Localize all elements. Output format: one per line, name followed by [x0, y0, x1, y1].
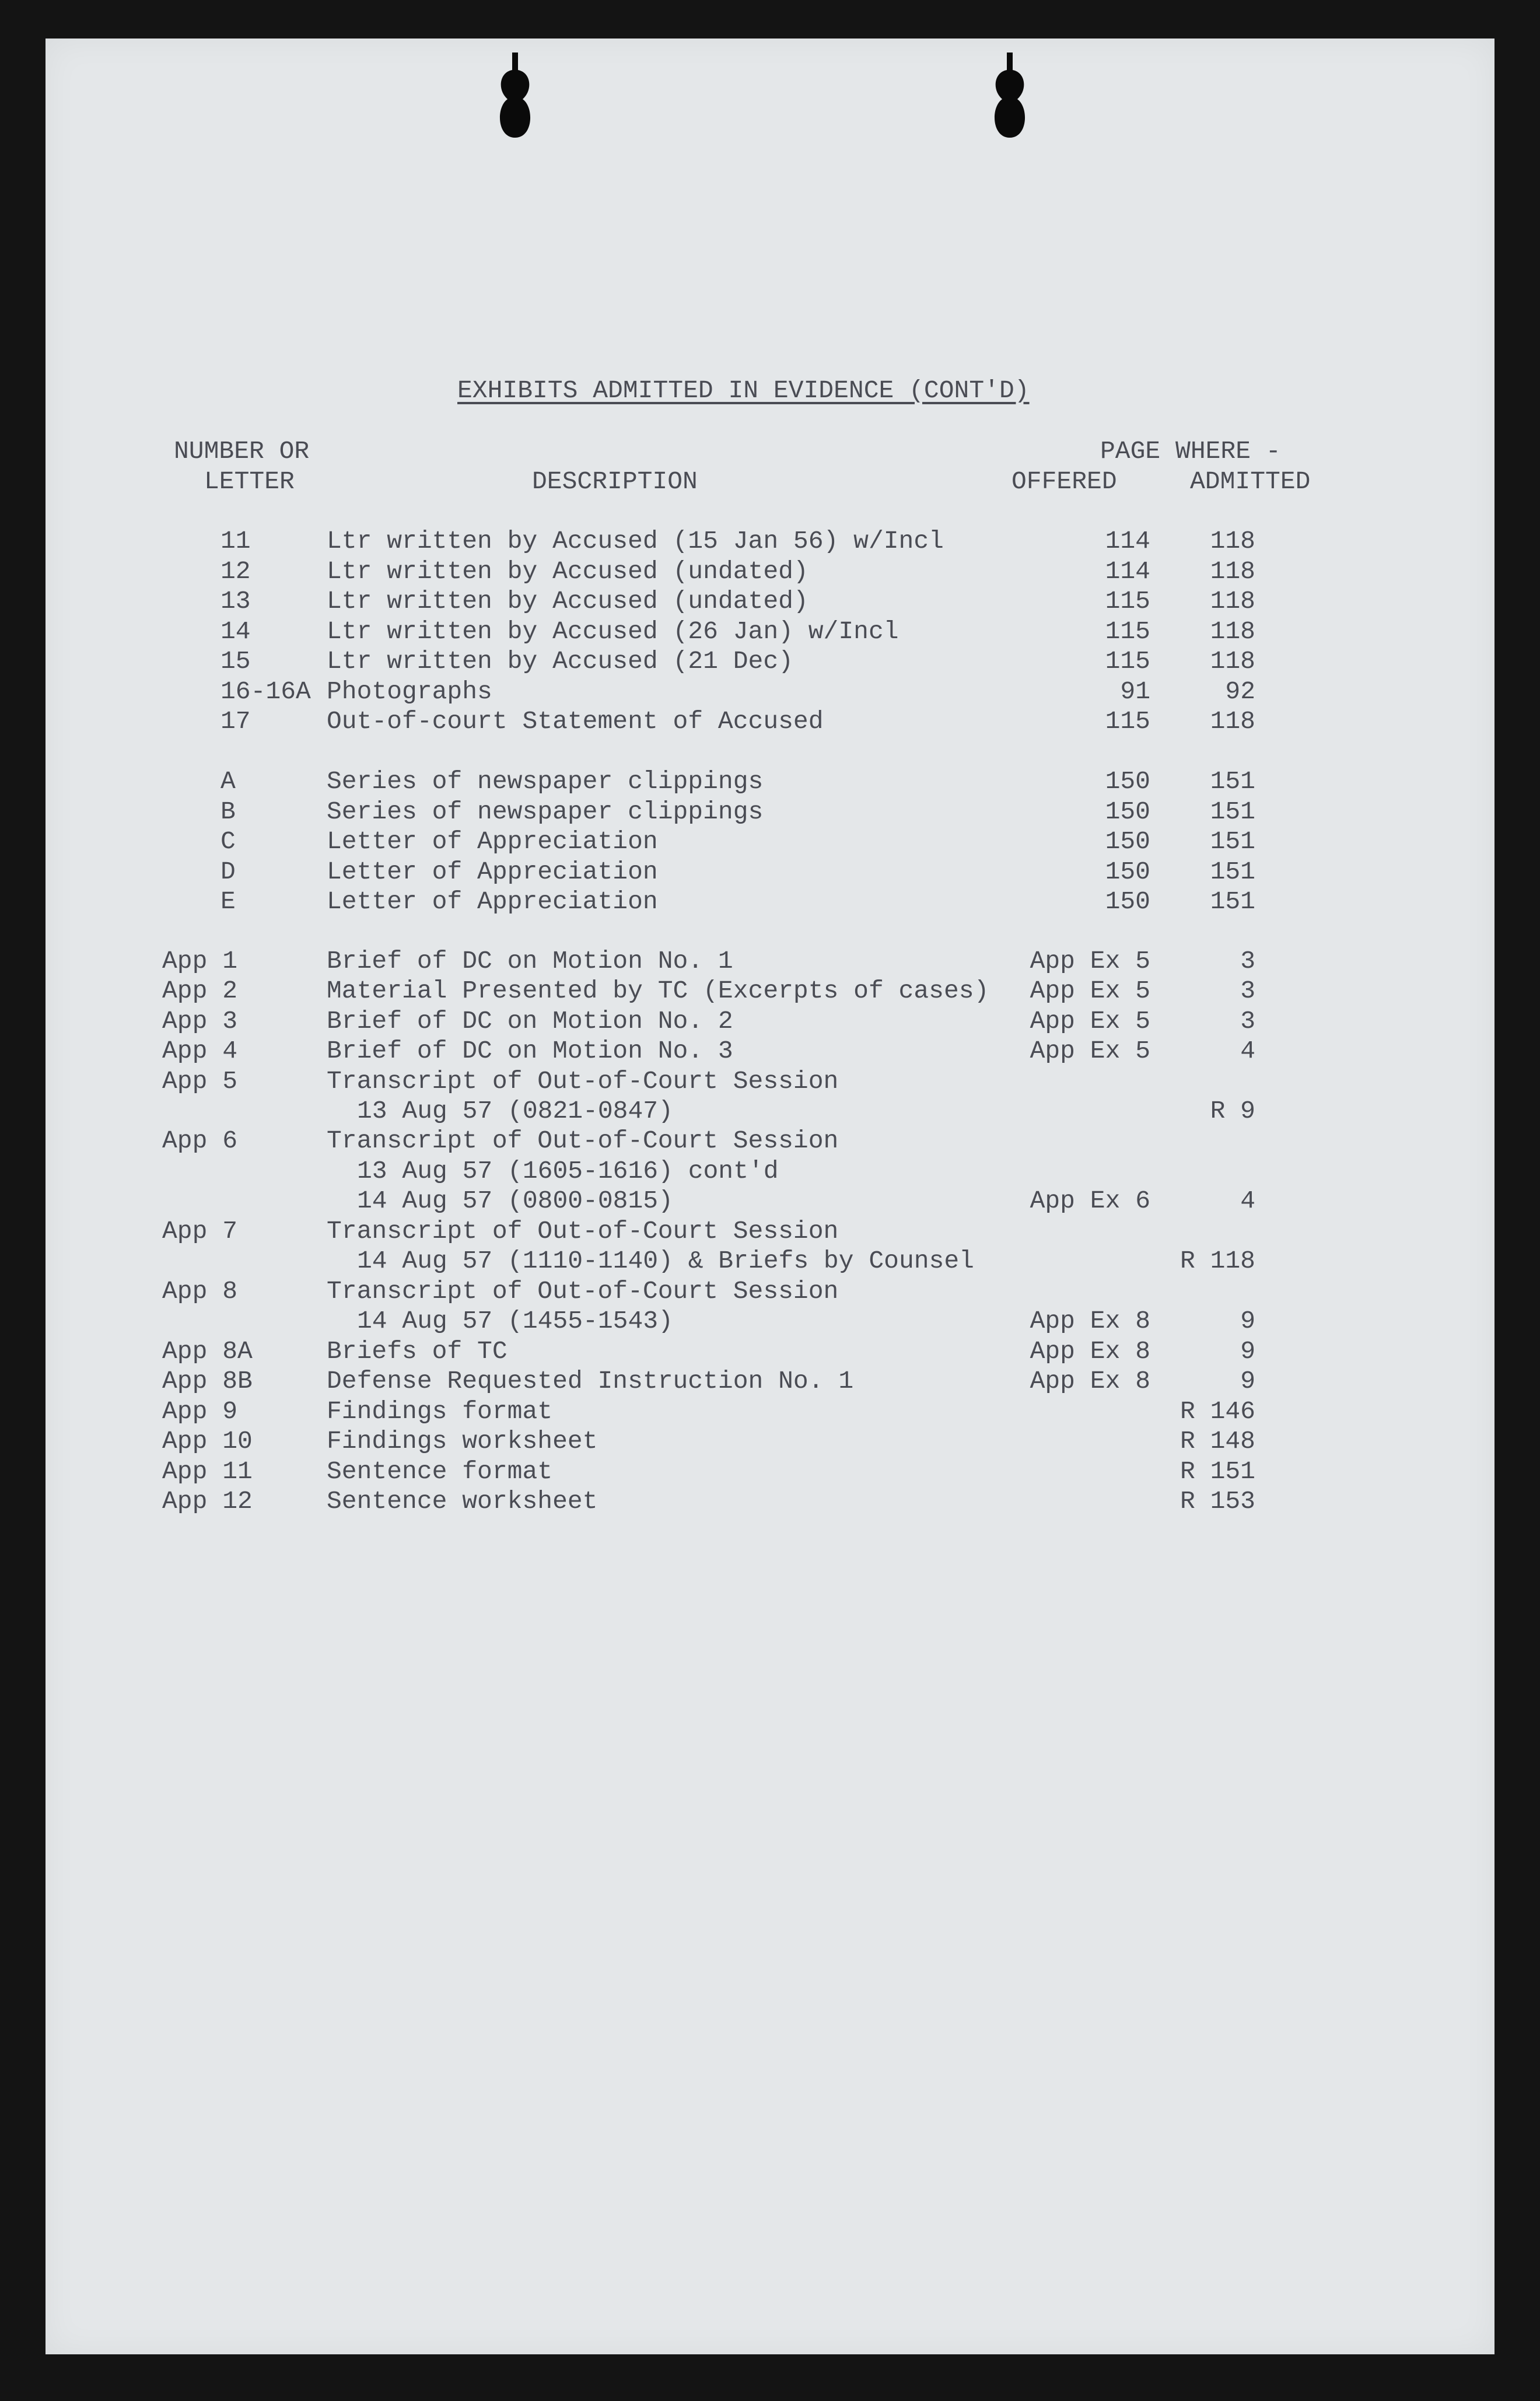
page-admitted: 3: [1240, 1007, 1255, 1035]
page-offered: 150: [1105, 858, 1150, 886]
exhibit-number: App 8: [162, 1277, 238, 1306]
page-offered: 91: [1120, 677, 1150, 706]
exhibit-description: Brief of DC on Motion No. 3: [327, 1037, 733, 1065]
exhibit-number: 13: [220, 587, 251, 615]
exhibit-number: App 8A: [162, 1337, 253, 1366]
exhibit-description: Material Presented by TC (Excerpts of cases): [327, 977, 989, 1005]
header-number-line1: NUMBER OR: [174, 437, 310, 466]
page-admitted: 9: [1240, 1337, 1255, 1366]
page-admitted: 151: [1210, 797, 1255, 826]
punch-hole-right: [989, 52, 1030, 146]
exhibit-number: App 11: [162, 1457, 253, 1486]
page-admitted: 9: [1240, 1367, 1255, 1395]
exhibit-number: D: [220, 858, 236, 886]
page-admitted: 118: [1210, 617, 1255, 646]
exhibit-description: Ltr written by Accused (15 Jan 56) w/Incl: [327, 527, 944, 555]
page-admitted: 118: [1210, 647, 1255, 676]
exhibit-description: Letter of Appreciation: [327, 827, 658, 856]
exhibit-number: 15: [220, 647, 251, 676]
exhibit-description: 13 Aug 57 (1605-1616) cont'd: [357, 1157, 779, 1185]
page-admitted: 151: [1210, 827, 1255, 856]
page-admitted: 4: [1240, 1186, 1255, 1215]
exhibit-description: Findings format: [327, 1397, 553, 1426]
page-offered: 114: [1105, 557, 1150, 586]
header-admitted: ADMITTED: [1190, 467, 1311, 496]
page-admitted: 92: [1225, 677, 1255, 706]
exhibit-description: Sentence format: [327, 1457, 553, 1486]
page-admitted: R 9: [1210, 1097, 1255, 1125]
exhibit-number: App 10: [162, 1427, 253, 1455]
page-admitted: 3: [1240, 977, 1255, 1005]
page-offered: 115: [1105, 587, 1150, 615]
exhibit-description: Transcript of Out-of-Court Session: [327, 1217, 839, 1245]
exhibit-number: App 1: [162, 947, 238, 975]
exhibit-description: Series of newspaper clippings: [327, 767, 764, 796]
page-admitted: 151: [1210, 767, 1255, 796]
exhibit-description: Letter of Appreciation: [327, 887, 658, 916]
page-admitted: 151: [1210, 887, 1255, 916]
page-offered: 114: [1105, 527, 1150, 555]
exhibit-description: Briefs of TC: [327, 1337, 508, 1366]
page-offered: 115: [1105, 707, 1150, 736]
exhibit-number: App 9: [162, 1397, 238, 1426]
page-offered: App Ex 8: [1030, 1367, 1150, 1395]
exhibit-description: Findings worksheet: [327, 1427, 598, 1455]
exhibit-description: 13 Aug 57 (0821-0847): [357, 1097, 673, 1125]
exhibit-number: App 3: [162, 1007, 238, 1035]
punch-hole-left: [495, 52, 536, 146]
exhibit-description: Ltr written by Accused (26 Jan) w/Incl: [327, 617, 899, 646]
exhibit-description: 14 Aug 57 (1455-1543): [357, 1307, 673, 1335]
page-offered: App Ex 8: [1030, 1337, 1150, 1366]
page-offered: App Ex 8: [1030, 1307, 1150, 1335]
exhibit-description: Ltr written by Accused (21 Dec): [327, 647, 793, 676]
exhibit-number: App 4: [162, 1037, 238, 1065]
page-offered: 115: [1105, 647, 1150, 676]
page-admitted: 3: [1240, 947, 1255, 975]
header-number-line2: LETTER: [204, 467, 295, 496]
exhibit-number: App 2: [162, 977, 238, 1005]
page-admitted: 4: [1240, 1037, 1255, 1065]
page-offered: App Ex 5: [1030, 947, 1150, 975]
exhibit-number: E: [220, 887, 236, 916]
page-admitted: 118: [1210, 557, 1255, 586]
page-admitted: 151: [1210, 858, 1255, 886]
exhibit-description: 14 Aug 57 (0800-0815): [357, 1186, 673, 1215]
page-admitted: R 148: [1180, 1427, 1255, 1455]
header-page-where: PAGE WHERE -: [1100, 437, 1281, 466]
exhibit-description: Defense Requested Instruction No. 1: [327, 1367, 854, 1395]
page-admitted: 9: [1240, 1307, 1255, 1335]
header-offered: OFFERED: [1012, 467, 1117, 496]
page-offered: App Ex 5: [1030, 1007, 1150, 1035]
page-offered: 150: [1105, 827, 1150, 856]
exhibit-number: 14: [220, 617, 251, 646]
exhibit-description: Transcript of Out-of-Court Session: [327, 1277, 839, 1306]
exhibit-description: Photographs: [327, 677, 492, 706]
page-admitted: 118: [1210, 527, 1255, 555]
page-offered: 150: [1105, 887, 1150, 916]
exhibit-number: App 6: [162, 1126, 238, 1155]
page-offered: App Ex 5: [1030, 1037, 1150, 1065]
document-title: EXHIBITS ADMITTED IN EVIDENCE (CONT'D): [457, 376, 1030, 405]
exhibit-number: App 12: [162, 1487, 253, 1516]
page-admitted: R 146: [1180, 1397, 1255, 1426]
exhibit-description: Brief of DC on Motion No. 1: [327, 947, 733, 975]
exhibit-number: App 5: [162, 1067, 238, 1096]
exhibit-number: 16-16A: [220, 677, 311, 706]
exhibit-number: 12: [220, 557, 251, 586]
page-admitted: R 153: [1180, 1487, 1255, 1516]
exhibit-number: A: [220, 767, 236, 796]
exhibit-number: 17: [220, 707, 251, 736]
exhibit-number: B: [220, 797, 236, 826]
exhibit-description: Letter of Appreciation: [327, 858, 658, 886]
page-offered: 150: [1105, 797, 1150, 826]
page-admitted: 118: [1210, 587, 1255, 615]
exhibit-description: Ltr written by Accused (undated): [327, 557, 808, 586]
exhibit-description: Transcript of Out-of-Court Session: [327, 1067, 839, 1096]
exhibit-description: Ltr written by Accused (undated): [327, 587, 808, 615]
page-offered: App Ex 5: [1030, 977, 1150, 1005]
exhibit-number: App 7: [162, 1217, 238, 1245]
exhibit-description: Transcript of Out-of-Court Session: [327, 1126, 839, 1155]
exhibit-description: Out-of-court Statement of Accused: [327, 707, 824, 736]
exhibit-description: Brief of DC on Motion No. 2: [327, 1007, 733, 1035]
page-offered: 150: [1105, 767, 1150, 796]
exhibit-number: C: [220, 827, 236, 856]
exhibit-description: 14 Aug 57 (1110-1140) & Briefs by Counsel: [357, 1247, 974, 1275]
exhibit-description: Series of newspaper clippings: [327, 797, 764, 826]
page-offered: App Ex 6: [1030, 1186, 1150, 1215]
page-offered: 115: [1105, 617, 1150, 646]
exhibit-number: App 8B: [162, 1367, 253, 1395]
exhibit-description: Sentence worksheet: [327, 1487, 598, 1516]
exhibit-number: 11: [220, 527, 251, 555]
page-admitted: 118: [1210, 707, 1255, 736]
page-admitted: R 151: [1180, 1457, 1255, 1486]
header-description: DESCRIPTION: [532, 467, 698, 496]
page-admitted: R 118: [1180, 1247, 1255, 1275]
